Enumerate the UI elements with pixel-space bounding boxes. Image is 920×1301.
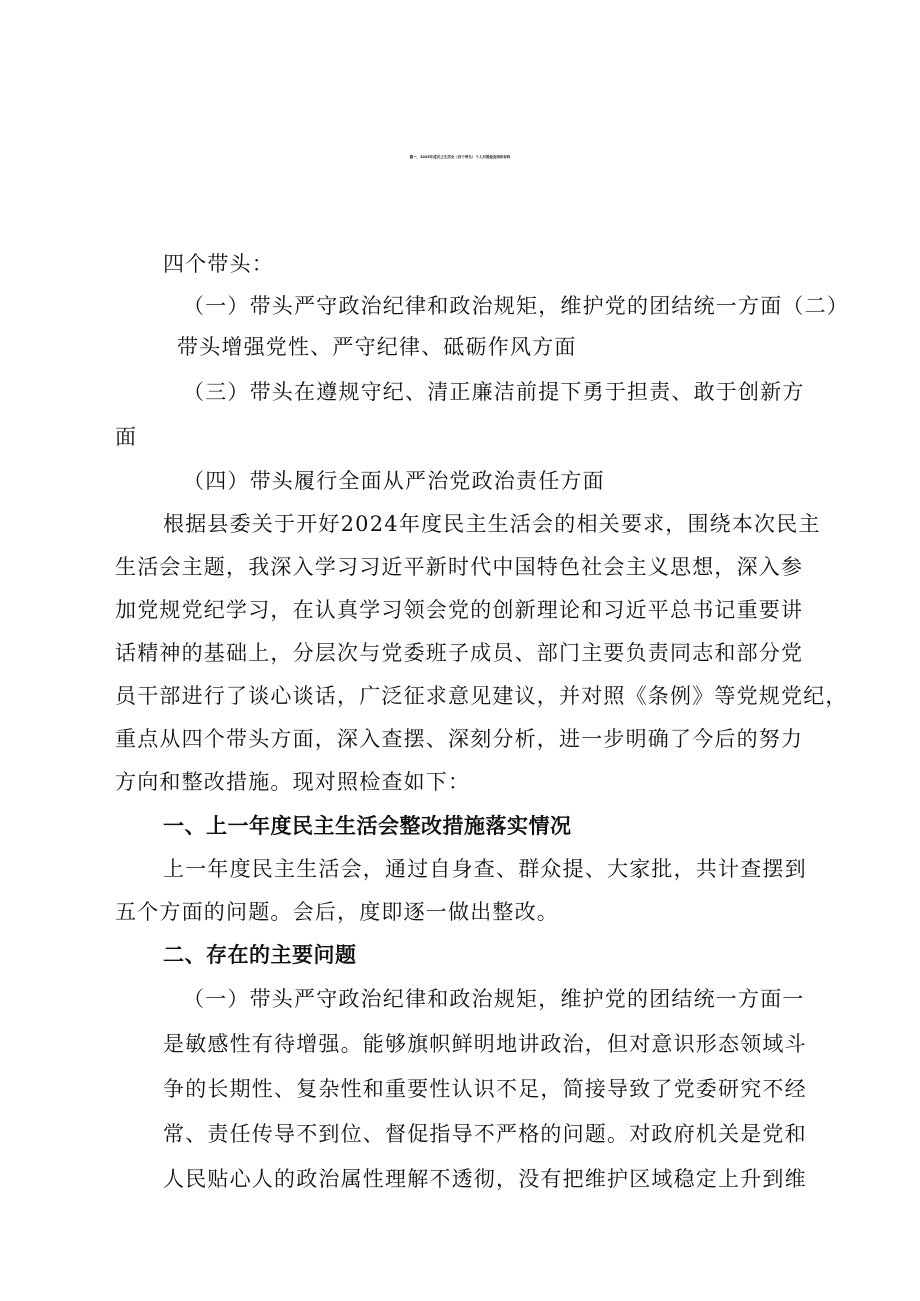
intro-line-7: 方向和整改措施。现对照检查如下：: [115, 770, 471, 794]
four-heads-item-4: （四）带头履行全面从严治党政治责任方面: [183, 469, 605, 493]
intro-line-1: 根据县委关于开好2024年度民主生活会的相关要求，围绕本次民主: [163, 512, 821, 536]
section-1-line-1: 上一年度民主生活会，通过自身查、群众提、大家批，共计查摆到: [163, 857, 807, 881]
section-2-line-2: 是敏感性有待增强。能够旗帜鲜明地讲政治，但对意识形态领域斗: [163, 1032, 807, 1056]
four-heads-item-3-line-1: （三）带头在遵规守纪、清正廉洁前提下勇于担责、敢于创新方: [183, 380, 805, 404]
section-2-line-5: 人民贴心人的政治属性理解不透彻，没有把维护区域稳定上升到维: [163, 1167, 807, 1191]
section-2-line-4: 常、责任传导不到位、督促指导不严格的问题。对政府机关是党和: [163, 1122, 807, 1146]
four-heads-item-1-line-2: 带头增强党性、严守纪律、砥砺作风方面: [177, 335, 577, 359]
intro-line-5: 员干部进行了谈心谈话，广泛征求意见建议，并对照《条例》等党规党纪，: [115, 684, 848, 708]
four-heads-item-1-line-1: （一）带头严守政治纪律和政治规矩，维护党的团结统一方面（二）: [183, 294, 849, 318]
section-1-heading: 一、上一年度民主生活会整改措施落实情况: [163, 814, 572, 838]
intro-line-3: 加党规党纪学习，在认真学习领会党的创新理论和习近平总书记重要讲: [115, 598, 804, 622]
section-2-line-1: （一）带头严守政治纪律和政治规矩，维护党的团结统一方面一: [183, 987, 805, 1011]
section-1-line-2: 五个方面的问题。会后，度即逐一做出整改。: [115, 900, 559, 924]
section-2-line-3: 争的长期性、复杂性和重要性认识不足，简接导致了党委研究不经: [163, 1077, 807, 1101]
intro-line-2: 生活会主题，我深入学习习近平新时代中国特色社会主义思想，深入参: [115, 555, 804, 579]
document-title: 篇一、2025年度民主生活会（四个带头）个人对照检查剖析材料: [409, 155, 511, 159]
intro-line-4: 话精神的基础上，分层次与党委班子成员、部门主要负责同志和部分党: [115, 641, 804, 665]
intro-line-6: 重点从四个带头方面，深入查摆、深刻分析，进一步明确了今后的努力: [115, 727, 804, 751]
four-heads-item-3-line-2: 面: [115, 425, 138, 449]
section-2-heading: 二、存在的主要问题: [163, 943, 357, 967]
four-heads-label: 四个带头：: [163, 252, 274, 276]
